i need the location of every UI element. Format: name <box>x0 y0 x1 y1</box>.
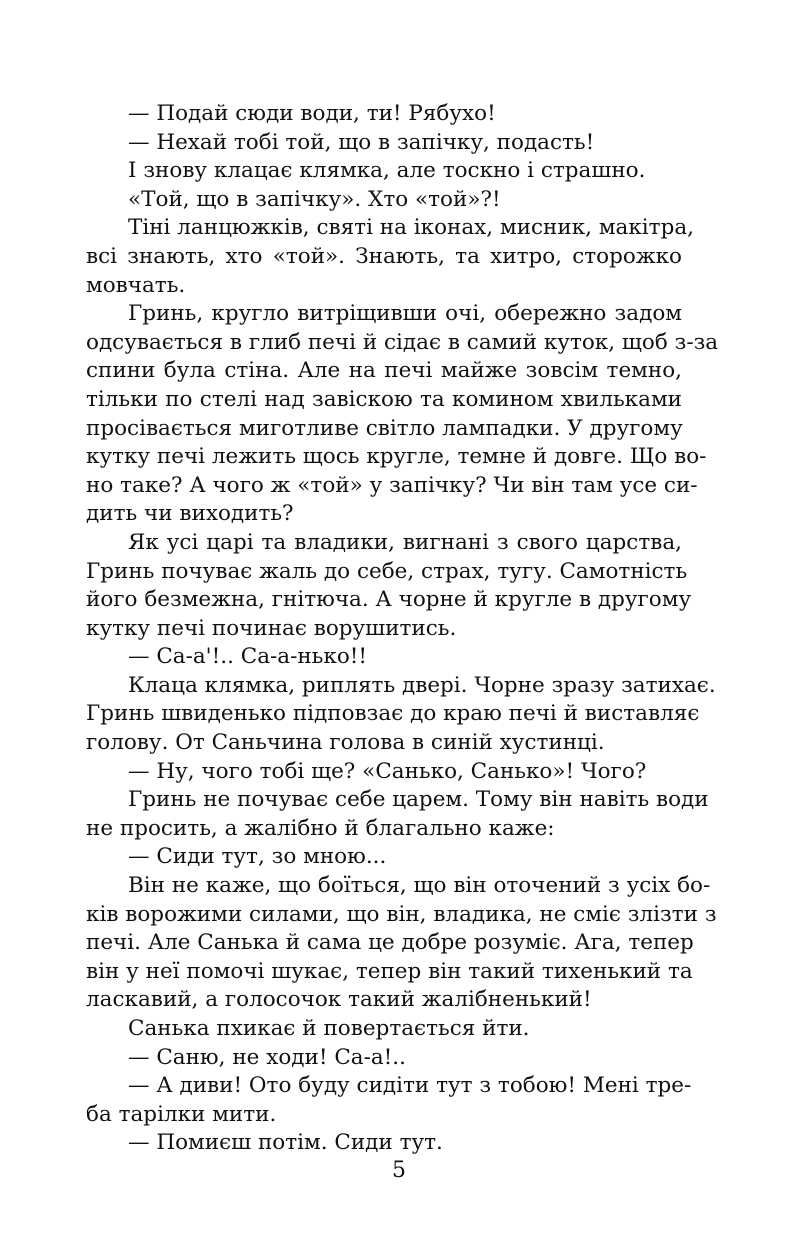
text-line: Клаца клямка, риплять двері. Чорне зразу затихає. <box>128 672 716 698</box>
text-line: спини була стіна. Але на печі майже зовсім темно, <box>86 358 682 384</box>
text-line: він у неї помочі шукає, тепер він такий тихенький та <box>86 958 693 984</box>
text-line: просівається миготливе світло лампадки. У другому <box>86 415 683 441</box>
text-line: Гринь не почуває себе царем. Тому він навіть води <box>128 787 709 813</box>
text-line: Гринь, кругло витріщивши очі, обережно задом <box>128 301 682 327</box>
page-number: 5 <box>392 1158 406 1183</box>
text-line: тільки по стелі над завіскою та комином хвильками <box>86 386 682 412</box>
text-line: його безмежна, гнітюча. А чорне й кругле в другому <box>86 587 692 613</box>
text-line: — А диви! Ото буду сидіти тут з тобою! Мені тре- <box>128 1073 692 1099</box>
text-line: Як усі царі та владики, вигнані з свого царства, <box>128 529 682 555</box>
text-line: — Нехай тобі той, що в запічку, подасть! <box>128 129 595 155</box>
text-line: — Сиди тут, зо мною... <box>128 844 387 870</box>
text-line: Гринь почуває жаль до себе, страх, тугу. Самотність <box>86 558 688 584</box>
text-line: мовчать. <box>86 272 186 298</box>
text-line: ласкавий, а голосочок такий жалібненький! <box>86 987 592 1013</box>
text-line: Гринь швиденько підповзає до краю печі й виставляє <box>86 701 700 727</box>
text-line: не просить, а жалібно й благально каже: <box>86 815 555 841</box>
text-line: — Саню, не ходи! Са-а!.. <box>128 1044 406 1070</box>
text-line: одсувається в глиб печі й сідає в самий куток, щоб з-за <box>86 329 719 355</box>
text-line: всі знають, хто «той». Знають, та хитро, сторожко <box>86 243 682 269</box>
text-line: дить чи виходить? <box>86 501 294 527</box>
text-line: печі. Але Санька й сама це добре розуміє. Ага, тепер <box>86 930 694 956</box>
text-line: «Той, що в запічку». Хто «той»?! <box>128 186 501 212</box>
text-line: — Помиєш потім. Сиди тут. <box>128 1130 443 1156</box>
text-line: кутку печі лежить щось кругле, темне й довге. Що во- <box>86 444 707 470</box>
text-line: голову. От Саньчина голова в синій хустинці. <box>86 730 605 756</box>
text-line: кутку печі починає ворушитись. <box>86 615 457 641</box>
body-text <box>86 100 719 1158</box>
text-line: ків ворожими силами, що він, владика, не сміє злізти з <box>86 901 717 927</box>
text-line: — Са-а'!.. Са-а-нько!! <box>128 644 368 670</box>
text-line: ба тарілки мити. <box>86 1101 277 1127</box>
text-line: І знову клацає клямка, але тоскно і страшно. <box>128 158 646 184</box>
text-line: Він не каже, що боїться, що він оточений з усіх бо- <box>128 873 711 899</box>
text-line: Тіні ланцюжків, святі на іконах, мисник, макітра, <box>128 215 694 241</box>
text-line: — Ну, чого тобі ще? «Санько, Санько»! Чого? <box>128 758 647 784</box>
text-line: — Подай сюди води, ти! Рябухо! <box>128 101 496 126</box>
text-line: Санька пхикає й повертається йти. <box>128 1016 530 1041</box>
text-line: но таке? А чого ж «той» у запічку? Чи він там усе си- <box>86 472 698 498</box>
